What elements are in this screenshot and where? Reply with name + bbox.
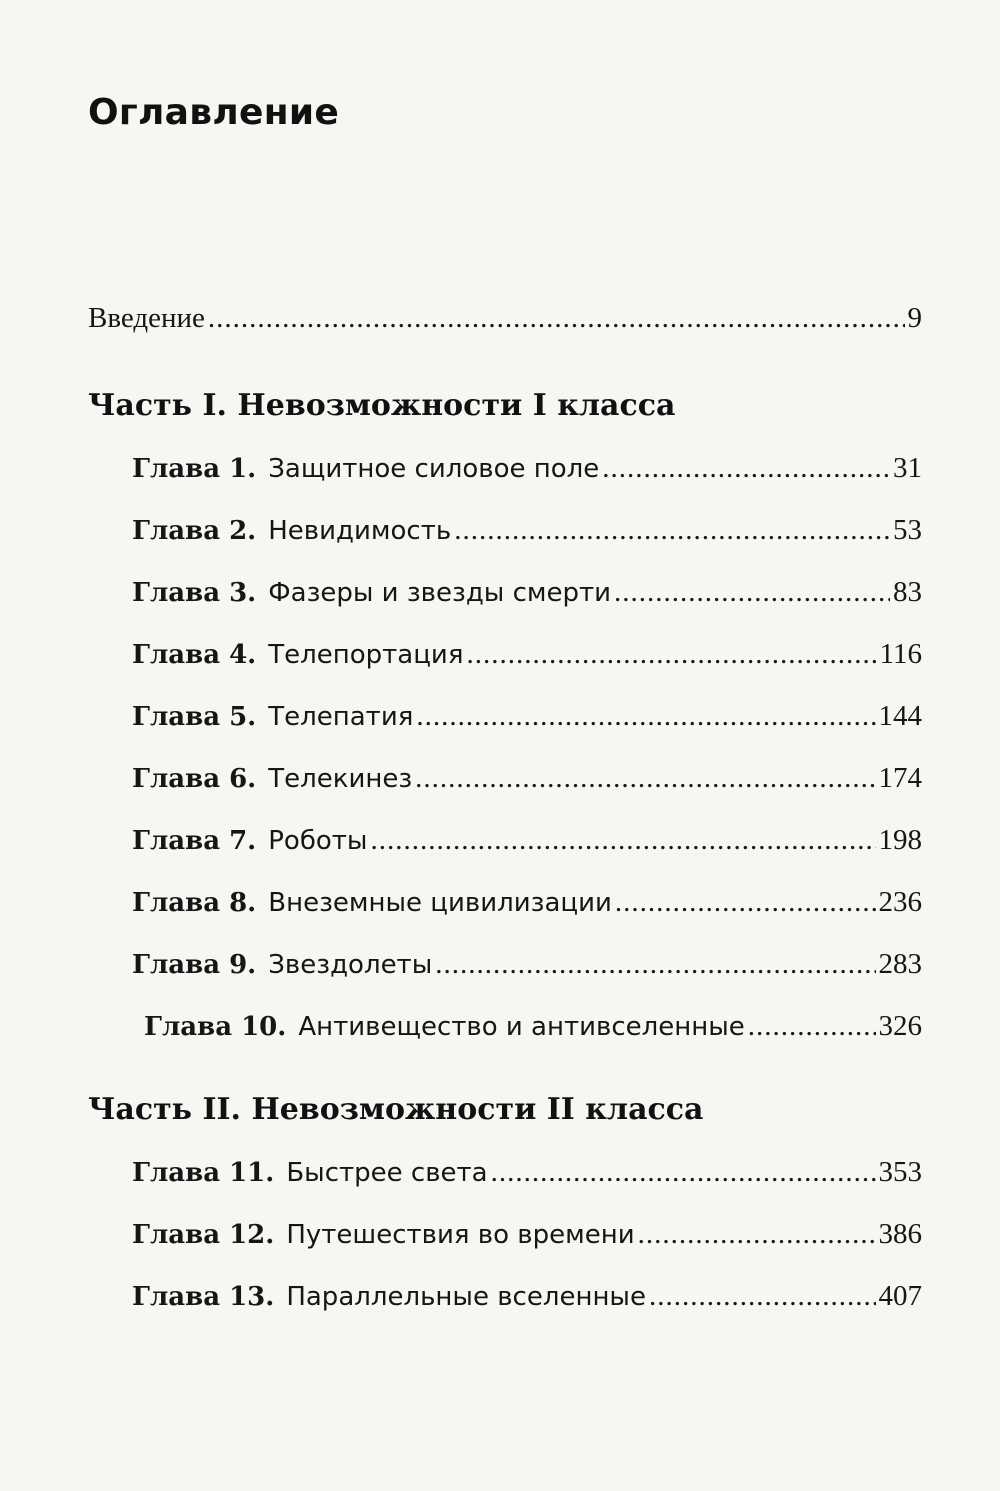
chapter-title: Телепатия [268, 702, 414, 732]
toc-chapter[interactable] [132, 824, 922, 857]
chapter-page-number: 283 [878, 948, 922, 980]
dot-leader [649, 1280, 876, 1313]
chapter-title: Путешествия во времени [286, 1220, 635, 1250]
chapter-page-number: 174 [878, 762, 922, 794]
chapter-page-number: 83 [893, 576, 922, 608]
chapter-title: Роботы [268, 826, 368, 856]
dot-leader [466, 638, 876, 671]
chapter-label: Глава 2. [132, 516, 257, 546]
toc-chapter[interactable] [132, 576, 922, 609]
show-through-text [430, 92, 439, 130]
chapter-page-number: 386 [878, 1218, 922, 1250]
chapter-label: Глава 11. [132, 1158, 275, 1188]
dot-leader [370, 824, 875, 857]
chapter-page-number: 144 [878, 700, 922, 732]
page-title: Оглавление [88, 92, 340, 133]
toc-intro[interactable] [88, 302, 922, 335]
chapter-title: Антивещество и антивселенные [298, 1012, 745, 1042]
chapter-page-number: 353 [878, 1156, 922, 1188]
chapter-title: Невидимость [268, 516, 452, 546]
chapter-page-number: 53 [893, 514, 922, 546]
toc-chapter[interactable] [132, 638, 922, 671]
chapter-page-number: 407 [878, 1280, 922, 1312]
dot-leader [454, 514, 890, 547]
dot-leader [614, 576, 890, 609]
toc-chapter[interactable] [132, 452, 922, 485]
toc-chapter[interactable] [132, 700, 922, 733]
toc-chapter[interactable] [132, 1156, 922, 1189]
chapter-label: Глава 10. [144, 1012, 287, 1042]
chapter-title: Быстрее света [286, 1158, 488, 1188]
dot-leader [435, 948, 875, 981]
chapter-label: Глава 9. [132, 950, 257, 980]
dot-leader [602, 452, 890, 485]
toc-chapter[interactable] [132, 948, 922, 981]
chapter-title: Внеземные цивилизации [268, 888, 612, 918]
chapter-page-number: 116 [879, 638, 922, 670]
chapter-title: Телекинез [268, 764, 413, 794]
chapter-label: Глава 8. [132, 888, 257, 918]
toc-chapter[interactable] [132, 762, 922, 795]
toc-chapter[interactable] [132, 1218, 922, 1251]
dot-leader [416, 700, 875, 733]
part-1-title[interactable]: Часть I. Невозможности I класса [88, 388, 676, 423]
chapter-title: Параллельные вселенные [286, 1282, 646, 1312]
chapter-label: Глава 13. [132, 1282, 275, 1312]
chapter-page-number: 326 [878, 1010, 922, 1042]
chapter-label: Глава 12. [132, 1220, 275, 1250]
dot-leader [491, 1156, 876, 1189]
chapter-label: Глава 4. [132, 640, 257, 670]
dot-leader [208, 302, 905, 335]
part-2-title[interactable]: Часть II. Невозможности II класса [88, 1092, 704, 1127]
toc-chapter[interactable] [144, 1010, 922, 1043]
chapter-label: Глава 1. [132, 454, 257, 484]
intro-label: Введение [88, 302, 205, 334]
chapter-title: Телепортация [268, 640, 464, 670]
toc-chapter[interactable] [132, 514, 922, 547]
chapter-title: Звездолеты [268, 950, 433, 980]
chapter-title: Фазеры и звезды смерти [268, 578, 612, 608]
dot-leader [615, 886, 876, 919]
toc-chapter[interactable] [132, 1280, 922, 1313]
dot-leader [415, 762, 875, 795]
chapter-label: Глава 6. [132, 764, 257, 794]
dot-leader [748, 1010, 876, 1043]
chapter-title: Защитное силовое поле [268, 454, 600, 484]
chapter-label: Глава 7. [132, 826, 257, 856]
intro-page-number: 9 [907, 302, 922, 334]
dot-leader [638, 1218, 876, 1251]
chapter-page-number: 198 [878, 824, 922, 856]
chapter-label: Глава 3. [132, 578, 257, 608]
toc-chapter[interactable] [132, 886, 922, 919]
chapter-label: Глава 5. [132, 702, 257, 732]
chapter-page-number: 236 [878, 886, 922, 918]
chapter-page-number: 31 [893, 452, 922, 484]
